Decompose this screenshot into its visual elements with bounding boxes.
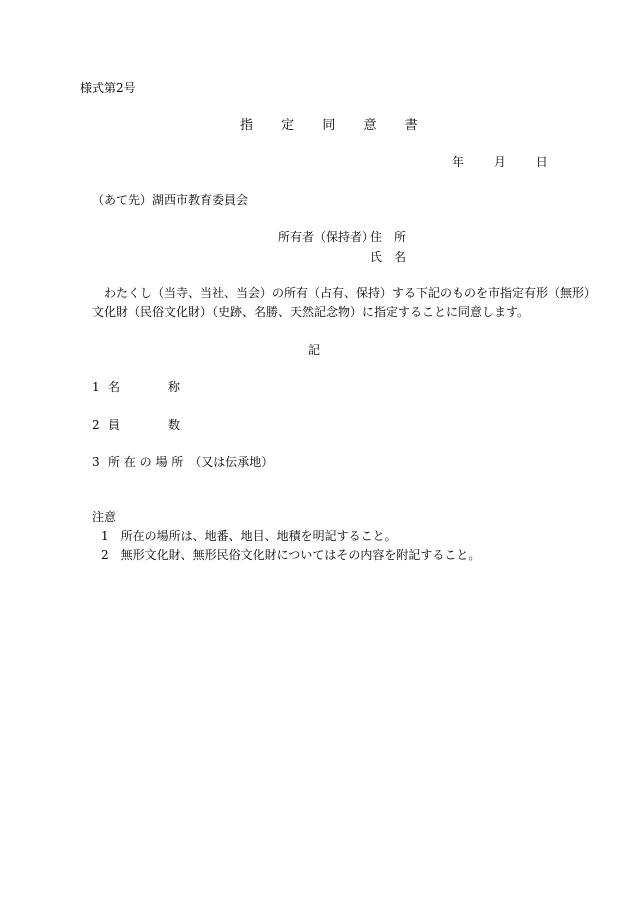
item-number: 2 (92, 418, 100, 432)
date-day: 日 (535, 155, 548, 169)
owner-label: 所有者（保持者） (278, 230, 375, 244)
note-entry: 2 無形文化財、無形民俗文化財についてはその内容を附記すること。 (101, 548, 481, 562)
owner-name-label: 氏 名 (370, 250, 407, 264)
date-year: 年 (452, 155, 465, 169)
notes-heading: 注意 (92, 510, 117, 524)
item-number: 1 (92, 380, 100, 394)
title-char: 同 (322, 118, 336, 133)
consent-text-line: 文化財（民俗文化財）（史跡、名勝、天然記念物）に指定することに同意します。 (92, 305, 530, 319)
owner-address-label: 住 所 (370, 230, 407, 244)
addressee: （あて先）湖西市教育委員会 (92, 193, 249, 207)
note-entry: 1 所在の場所は、地番、地目、地積を明記すること。 (101, 529, 397, 543)
ki-heading: 記 (308, 343, 321, 357)
item-label: 員 数 (108, 418, 181, 432)
date-line (452, 156, 548, 168)
item-label: 名 称 (108, 380, 181, 394)
item-label: 所 在 の 場 所 （又は伝承地） (108, 455, 274, 469)
form-number: 様式第2号 (80, 81, 136, 95)
title-char: 指 (240, 118, 254, 133)
consent-text-line: わたくし（当寺、当社、当会）の所有（占有、保持）する下記のものを市指定有形（無形） (104, 286, 597, 300)
date-month: 月 (493, 155, 506, 169)
item-number: 3 (92, 455, 100, 469)
document-title (240, 119, 418, 132)
title-char: 定 (281, 118, 295, 133)
title-char: 書 (404, 118, 418, 133)
title-char: 意 (363, 118, 377, 133)
